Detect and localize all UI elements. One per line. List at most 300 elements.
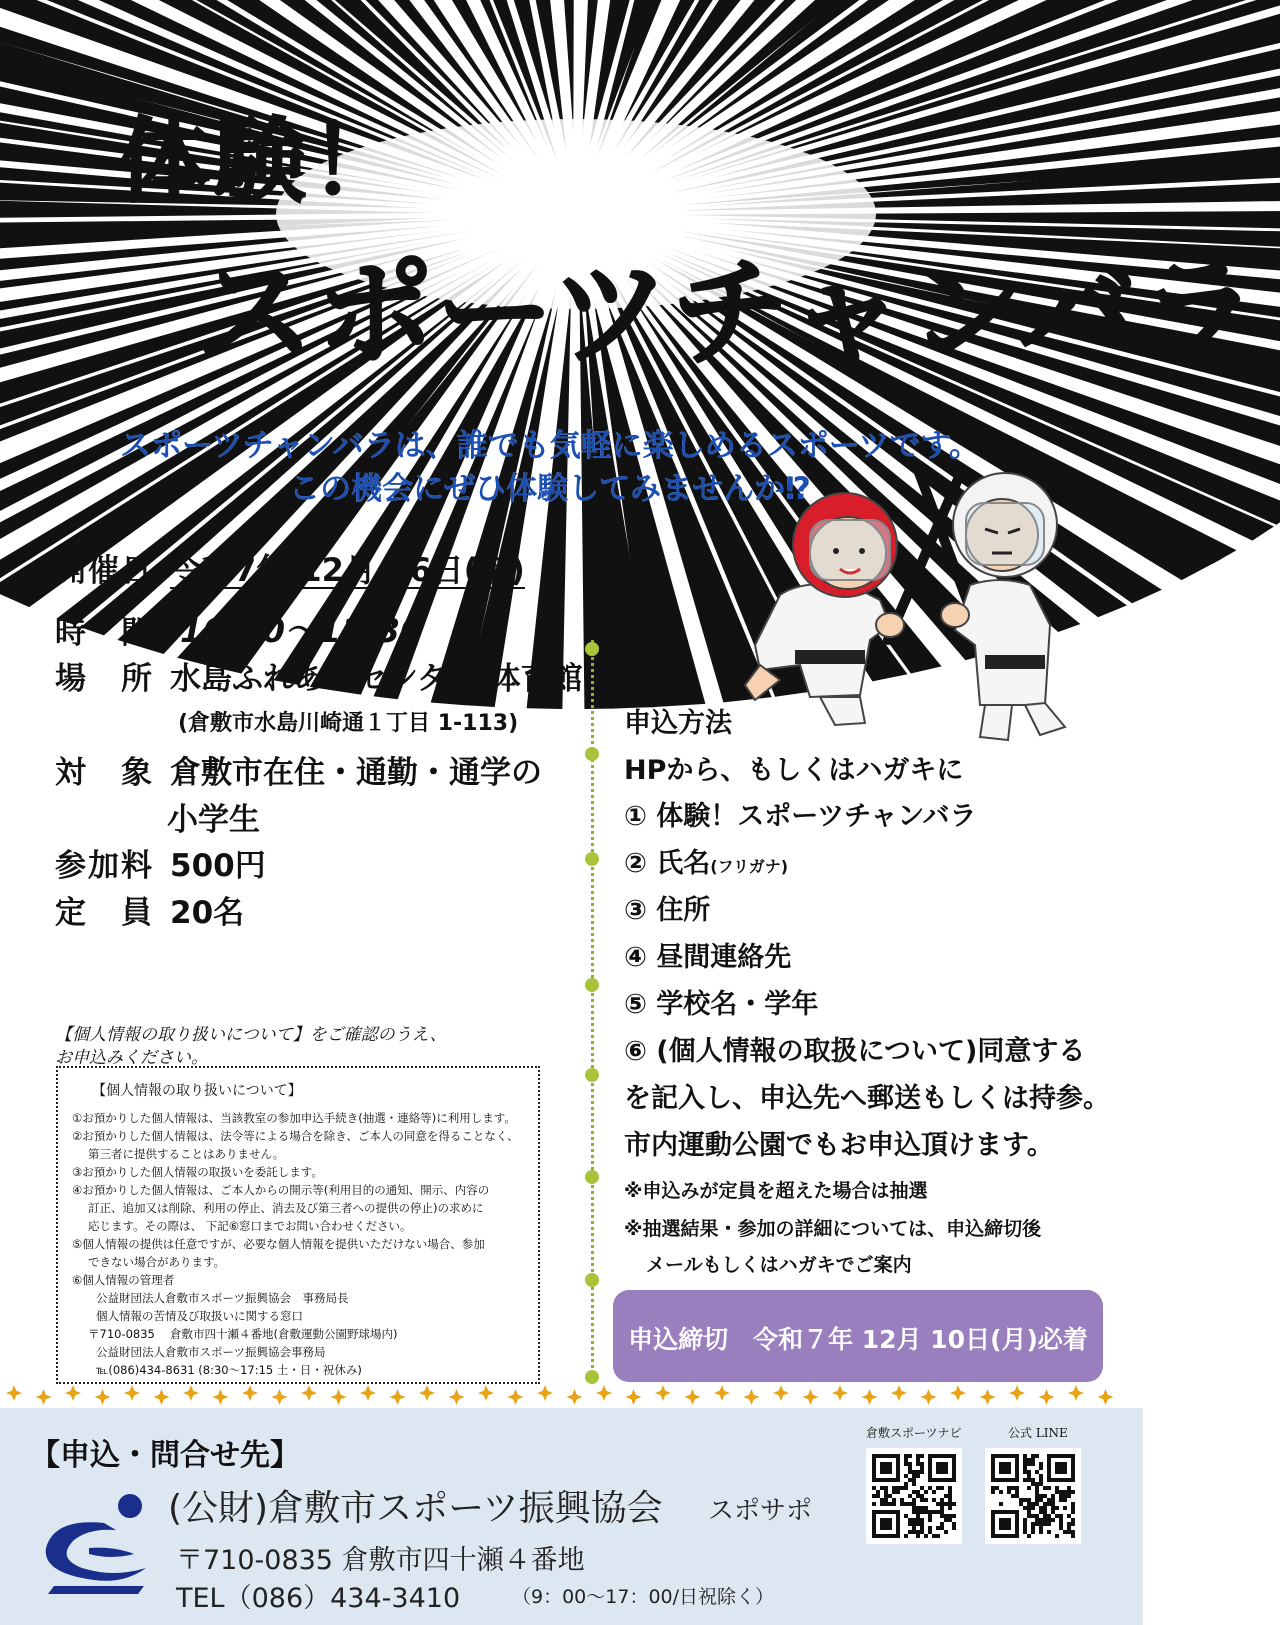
qr-module: [904, 1486, 908, 1490]
qr-module: [916, 1514, 920, 1518]
qr-module: [940, 1486, 944, 1490]
qr-module: [912, 1490, 916, 1494]
qr-module: [936, 1502, 940, 1506]
qr-module: [1031, 1526, 1035, 1530]
qr-finder: [880, 1462, 892, 1474]
star-icon: [419, 1385, 435, 1401]
privacy-line: 応じます。その際は、 下記⑥窓口までお問い合わせください。: [88, 1219, 412, 1233]
item-2-text: ② 氏名: [624, 848, 711, 879]
qr-module: [1027, 1498, 1031, 1502]
star-icon: [449, 1389, 465, 1405]
qr-module: [1023, 1458, 1027, 1462]
qr-module: [1035, 1514, 1039, 1518]
qr-module: [1023, 1518, 1027, 1522]
privacy-line: ⑥個人情報の管理者: [72, 1273, 175, 1287]
qr-module: [1055, 1486, 1059, 1490]
qr-module: [1047, 1486, 1051, 1490]
qr-module: [932, 1490, 936, 1494]
application-item-6: ⑥ (個人情報の取扱について)同意する: [624, 1036, 1086, 1067]
qr-module: [1035, 1490, 1039, 1494]
qr-module: [999, 1490, 1003, 1494]
qr-code-icon: [866, 1448, 962, 1544]
qr-module: [1071, 1522, 1075, 1526]
qr-module: [1027, 1470, 1031, 1474]
qr-module: [1071, 1530, 1075, 1534]
star-icon: [685, 1389, 701, 1405]
qr-module: [1051, 1502, 1055, 1506]
qr-module: [916, 1494, 920, 1498]
qr-module: [952, 1526, 956, 1530]
qr-module: [1043, 1522, 1047, 1526]
qr-module: [1027, 1458, 1031, 1462]
privacy-line: できない場合があります。: [88, 1255, 226, 1269]
star-icon: [213, 1389, 229, 1405]
tagline-line-2: この機会にぜひ体験してみませんか⁉: [289, 471, 811, 507]
title-line-2: スポーツチャンバラ: [196, 244, 1260, 382]
qr-module: [916, 1454, 920, 1458]
star-icon: [596, 1385, 612, 1401]
qr-module: [1023, 1454, 1027, 1458]
qr-module: [924, 1498, 928, 1502]
privacy-line: 公益財団法人倉敷市スポーツ振興協会 事務局長: [96, 1291, 349, 1305]
privacy-line: 個人情報の苦情及び取扱いに関する窓口: [96, 1309, 303, 1323]
qr-code-icon: [985, 1448, 1081, 1544]
qr-module: [1031, 1454, 1035, 1458]
star-icon: [1039, 1389, 1055, 1405]
qr-module: [940, 1502, 944, 1506]
item-2-note: (フリガナ): [710, 857, 789, 876]
qr-module: [1031, 1506, 1035, 1510]
divider-dot: [585, 747, 599, 761]
qr-module: [1059, 1518, 1063, 1522]
qr-module: [1023, 1498, 1027, 1502]
qr-module: [1059, 1494, 1063, 1498]
star-icon: [1098, 1389, 1114, 1405]
star-icon: [773, 1385, 789, 1401]
qr-module: [900, 1498, 904, 1502]
place-value: 水島ふれあいセンター 体育館: [170, 661, 583, 697]
qr-module: [892, 1490, 896, 1494]
qr-module: [1059, 1526, 1063, 1530]
qr-module: [1011, 1486, 1015, 1490]
star-icon: [478, 1385, 494, 1401]
date-value: 令和7年 12月 26日(金): [170, 551, 525, 589]
qr-module: [1055, 1506, 1059, 1510]
qr-module: [991, 1486, 995, 1490]
capacity-value: 20名: [170, 895, 245, 931]
qr-module: [1043, 1514, 1047, 1518]
qr-module: [904, 1534, 908, 1538]
footer-hours: （9：00～17：00/日祝除く）: [512, 1586, 775, 1608]
qr-module: [1035, 1494, 1039, 1498]
divider-dot: [585, 852, 599, 866]
qr-module: [1039, 1466, 1043, 1470]
star-icon: [272, 1389, 288, 1405]
qr-module: [952, 1522, 956, 1526]
deadline-box: [613, 1290, 1103, 1382]
qr-module: [920, 1486, 924, 1490]
qr-module: [1031, 1502, 1035, 1506]
qr-module: [920, 1518, 924, 1522]
deadline-text: 申込締切 令和７年 12月 10日(月)必着: [628, 1325, 1088, 1354]
qr-module: [948, 1506, 952, 1510]
qr-module: [995, 1486, 999, 1490]
qr-module: [884, 1494, 888, 1498]
star-icon: [331, 1389, 347, 1405]
qr-module: [916, 1462, 920, 1466]
qr-finder: [936, 1462, 948, 1474]
star-icon: [744, 1389, 760, 1405]
qr-module: [904, 1502, 908, 1506]
application-note-2-line-2: メールもしくはハガキでご案内: [646, 1254, 912, 1276]
star-icon: [65, 1385, 81, 1401]
qr-module: [1023, 1470, 1027, 1474]
qr-module: [876, 1490, 880, 1494]
qr-module: [1027, 1486, 1031, 1490]
privacy-policy-box: [56, 1066, 540, 1384]
qr-module: [908, 1454, 912, 1458]
qr-module: [920, 1466, 924, 1470]
qr-module: [1047, 1522, 1051, 1526]
qr-module: [1071, 1518, 1075, 1522]
place-label: 場 所: [55, 661, 154, 697]
footer-org-name: (公財)倉敷市スポーツ振興協会: [168, 1488, 663, 1529]
fee-value: 500円: [170, 848, 266, 884]
qr-module: [924, 1510, 928, 1514]
application-item-4: ④ 昼間連絡先: [624, 942, 792, 973]
qr-module: [1023, 1462, 1027, 1466]
qr-module: [1063, 1530, 1067, 1534]
qr-module: [1051, 1506, 1055, 1510]
qr-module: [880, 1498, 884, 1502]
qr-module: [928, 1514, 932, 1518]
qr-module: [884, 1486, 888, 1490]
privacy-line: ⑤個人情報の提供は任意ですが、必要な個人情報を提供いただけない場合、参加: [72, 1237, 485, 1251]
divider-dot: [585, 1068, 599, 1082]
qr-module: [1035, 1502, 1039, 1506]
star-icon: [950, 1385, 966, 1401]
star-icon: [390, 1389, 406, 1405]
qr-module: [1035, 1498, 1039, 1502]
qr-module: [912, 1518, 916, 1522]
qr-module: [1043, 1486, 1047, 1490]
qr-module: [928, 1518, 932, 1522]
qr-module: [920, 1522, 924, 1526]
qr-module: [1067, 1486, 1071, 1490]
qr-module: [916, 1530, 920, 1534]
qr-module: [948, 1514, 952, 1518]
qr-module: [916, 1534, 920, 1538]
qr-module: [1039, 1478, 1043, 1482]
qr-module: [1055, 1534, 1059, 1538]
qr-module: [1043, 1494, 1047, 1498]
qr-module: [892, 1486, 896, 1490]
qr-module: [1027, 1534, 1031, 1538]
qr-module: [928, 1526, 932, 1530]
star-icon: [508, 1389, 524, 1405]
privacy-line: 〒710-0835 倉敷市四十瀬４番地(倉敷運動公園野球場内): [88, 1327, 398, 1341]
qr-module: [1027, 1506, 1031, 1510]
star-icon: [862, 1389, 878, 1405]
title-banner: [56, 48, 1260, 382]
qr-module: [1031, 1522, 1035, 1526]
time-label: 時 間: [55, 615, 154, 651]
qr-module: [1071, 1502, 1075, 1506]
qr2-label: 公式 LINE: [1008, 1426, 1068, 1440]
date-label: 開催日: [55, 553, 154, 589]
qr-module: [908, 1502, 912, 1506]
qr-module: [924, 1490, 928, 1494]
qr-module: [916, 1470, 920, 1474]
qr-module: [1067, 1514, 1071, 1518]
qr-module: [1059, 1498, 1063, 1502]
qr-module: [936, 1534, 940, 1538]
star-icon: [360, 1385, 376, 1401]
qr-module: [1051, 1498, 1055, 1502]
qr-module: [912, 1522, 916, 1526]
qr-module: [1051, 1510, 1055, 1514]
qr-module: [1063, 1490, 1067, 1494]
qr-module: [884, 1490, 888, 1494]
application-note-1: ※申込みが定員を超えた場合は抽選: [624, 1180, 928, 1202]
qr-module: [948, 1518, 952, 1522]
star-icon: [921, 1389, 937, 1405]
qr-module: [1067, 1490, 1071, 1494]
place-address: (倉敷市水島川崎通１丁目 1-113): [178, 711, 519, 736]
qr-module: [904, 1458, 908, 1462]
qr-module: [1023, 1466, 1027, 1470]
qr-module: [1039, 1474, 1043, 1478]
qr-module: [904, 1474, 908, 1478]
qr-module: [884, 1498, 888, 1502]
qr-module: [952, 1514, 956, 1518]
qr-module: [1039, 1522, 1043, 1526]
privacy-line: ②お預かりした個人情報は、法令等による場合を除き、ご本人の同意を得ることなく、: [72, 1129, 519, 1143]
title-line-1: 体験！: [118, 108, 407, 215]
qr-module: [1039, 1510, 1043, 1514]
qr-module: [1035, 1486, 1039, 1490]
qr-module: [1039, 1530, 1043, 1534]
star-icon: [567, 1389, 583, 1405]
qr-module: [1043, 1502, 1047, 1506]
qr-module: [1039, 1462, 1043, 1466]
qr-module: [872, 1502, 876, 1506]
qr-module: [1071, 1510, 1075, 1514]
qr-module: [908, 1478, 912, 1482]
qr-module: [916, 1522, 920, 1526]
tagline-line-1: スポーツチャンバラは、誰でも気軽に楽しめるスポーツです。: [120, 428, 980, 464]
qr-module: [1031, 1482, 1035, 1486]
qr-module: [908, 1494, 912, 1498]
qr-module: [912, 1526, 916, 1530]
qr-module: [948, 1486, 952, 1490]
qr-module: [912, 1474, 916, 1478]
qr-module: [940, 1522, 944, 1526]
qr-module: [1039, 1498, 1043, 1502]
qr-module: [912, 1478, 916, 1482]
star-icon: [1009, 1385, 1025, 1401]
qr-module: [920, 1526, 924, 1530]
qr-module: [1043, 1518, 1047, 1522]
divider-dot: [585, 642, 599, 656]
qr-module: [944, 1502, 948, 1506]
qr-module: [916, 1518, 920, 1522]
qr-module: [1055, 1490, 1059, 1494]
footer-address: 〒710-0835 倉敷市四十瀬４番地: [176, 1545, 585, 1576]
qr-module: [912, 1510, 916, 1514]
qr-module: [1031, 1530, 1035, 1534]
star-icon: [183, 1385, 199, 1401]
association-logo: [34, 1488, 154, 1598]
privacy-line: ①お預かりした個人情報は、当該教室の参加申込手続き(抽選・連絡等)に利用します。: [72, 1111, 516, 1125]
qr-module: [944, 1514, 948, 1518]
chanbara-kids-illustration: [740, 465, 1085, 750]
qr-module: [1039, 1494, 1043, 1498]
qr-module: [880, 1502, 884, 1506]
qr-module: [1007, 1486, 1011, 1490]
qr-module: [908, 1518, 912, 1522]
qr-module: [1039, 1526, 1043, 1530]
qr-module: [1023, 1478, 1027, 1482]
qr-module: [1039, 1482, 1043, 1486]
qr-module: [944, 1518, 948, 1522]
qr-module: [1019, 1502, 1023, 1506]
star-icon: [832, 1385, 848, 1401]
qr-module: [940, 1514, 944, 1518]
qr-module: [1011, 1494, 1015, 1498]
qr-module: [912, 1498, 916, 1502]
qr-module: [1047, 1502, 1051, 1506]
star-border: [0, 1382, 1140, 1408]
qr-module: [936, 1526, 940, 1530]
qr-module: [1047, 1498, 1051, 1502]
qr-module: [1071, 1506, 1075, 1510]
qr-finder: [880, 1518, 892, 1530]
qr-module: [924, 1534, 928, 1538]
privacy-line: ℡(086)434-8631 (8:30～17:15 土・日・祝休み): [96, 1363, 362, 1377]
qr-module: [1023, 1522, 1027, 1526]
qr-module: [1059, 1514, 1063, 1518]
privacy-line: 第三者に提供することはありません。: [88, 1147, 285, 1161]
qr-module: [1015, 1486, 1019, 1490]
qr-module: [904, 1482, 908, 1486]
star-icon: [803, 1389, 819, 1405]
qr-module: [920, 1470, 924, 1474]
qr-module: [912, 1506, 916, 1510]
star-icon: [242, 1385, 258, 1401]
qr-module: [1067, 1522, 1071, 1526]
qr-module: [1043, 1506, 1047, 1510]
qr-module: [876, 1494, 880, 1498]
qr-module: [940, 1526, 944, 1530]
qr-module: [1071, 1534, 1075, 1538]
qr-module: [932, 1510, 936, 1514]
qr-module: [1035, 1482, 1039, 1486]
privacy-line: 訂正、追加又は削除、利用の停止、消去及び第三者への提供の停止)の求めに: [88, 1201, 484, 1215]
star-icon: [714, 1385, 730, 1401]
qr-module: [944, 1494, 948, 1498]
qr-module: [888, 1502, 892, 1506]
qr-finder: [999, 1518, 1011, 1530]
qr-module: [1031, 1462, 1035, 1466]
qr-module: [991, 1490, 995, 1494]
qr-module: [1007, 1490, 1011, 1494]
qr-module: [872, 1486, 876, 1490]
qr-module: [1067, 1526, 1071, 1530]
application-closing-2: 市内運動公園でもお申込頂けます。: [624, 1130, 1054, 1161]
qr-module: [904, 1454, 908, 1458]
star-icon: [95, 1389, 111, 1405]
qr-module: [1059, 1522, 1063, 1526]
divider-dot: [585, 1170, 599, 1184]
qr-module: [896, 1486, 900, 1490]
qr-module: [908, 1462, 912, 1466]
star-icon: [1068, 1385, 1084, 1401]
qr-module: [1067, 1494, 1071, 1498]
qr-module: [1063, 1506, 1067, 1510]
qr-module: [928, 1510, 932, 1514]
qr-module: [912, 1470, 916, 1474]
star-icon: [626, 1389, 642, 1405]
qr-module: [936, 1510, 940, 1514]
star-icon: [154, 1389, 170, 1405]
qr-module: [948, 1490, 952, 1494]
qr-module: [1023, 1506, 1027, 1510]
qr-module: [1023, 1526, 1027, 1530]
application-heading: 申込方法: [624, 708, 732, 739]
qr-module: [1035, 1518, 1039, 1522]
divider-dot: [585, 978, 599, 992]
qr-module: [908, 1470, 912, 1474]
footer-nickname: スポサポ: [708, 1496, 813, 1526]
qr-module: [872, 1494, 876, 1498]
star-icon: [537, 1385, 553, 1401]
qr-module: [920, 1454, 924, 1458]
privacy-line: ③お預かりした個人情報の取扱いを委託します。: [72, 1165, 323, 1179]
qr-module: [1043, 1510, 1047, 1514]
qr-module: [920, 1494, 924, 1498]
qr-module: [952, 1502, 956, 1506]
star-icon: [891, 1385, 907, 1401]
qr-module: [1015, 1494, 1019, 1498]
star-icon: [301, 1385, 317, 1401]
privacy-line: ④お預かりした個人情報は、ご本人からの開示等(利用目的の通知、開示、内容の: [72, 1183, 490, 1197]
privacy-box-title: 【個人情報の取り扱いについて】: [92, 1083, 302, 1099]
qr-module: [912, 1482, 916, 1486]
qr-module: [1059, 1490, 1063, 1494]
qr-module: [944, 1530, 948, 1534]
star-icon: [36, 1389, 52, 1405]
qr-module: [1055, 1514, 1059, 1518]
star-icon: [655, 1385, 671, 1401]
qr-module: [1047, 1518, 1051, 1522]
star-icon: [6, 1385, 22, 1401]
application-item-3: ③ 住所: [624, 895, 711, 926]
qr-code-line[interactable]: [985, 1448, 1081, 1544]
qr-module: [1027, 1462, 1031, 1466]
qr-module: [1063, 1494, 1067, 1498]
qr-module: [1031, 1478, 1035, 1482]
qr-module: [1027, 1474, 1031, 1478]
footer-heading: 【申込・問合せ先】: [30, 1438, 300, 1473]
qr-module: [1031, 1514, 1035, 1518]
qr-module: [948, 1494, 952, 1498]
qr-module: [1047, 1530, 1051, 1534]
qr-module: [940, 1510, 944, 1514]
qr-code-sports-navi[interactable]: [866, 1448, 962, 1544]
qr-module: [1027, 1510, 1031, 1514]
divider-dot: [585, 1273, 599, 1287]
